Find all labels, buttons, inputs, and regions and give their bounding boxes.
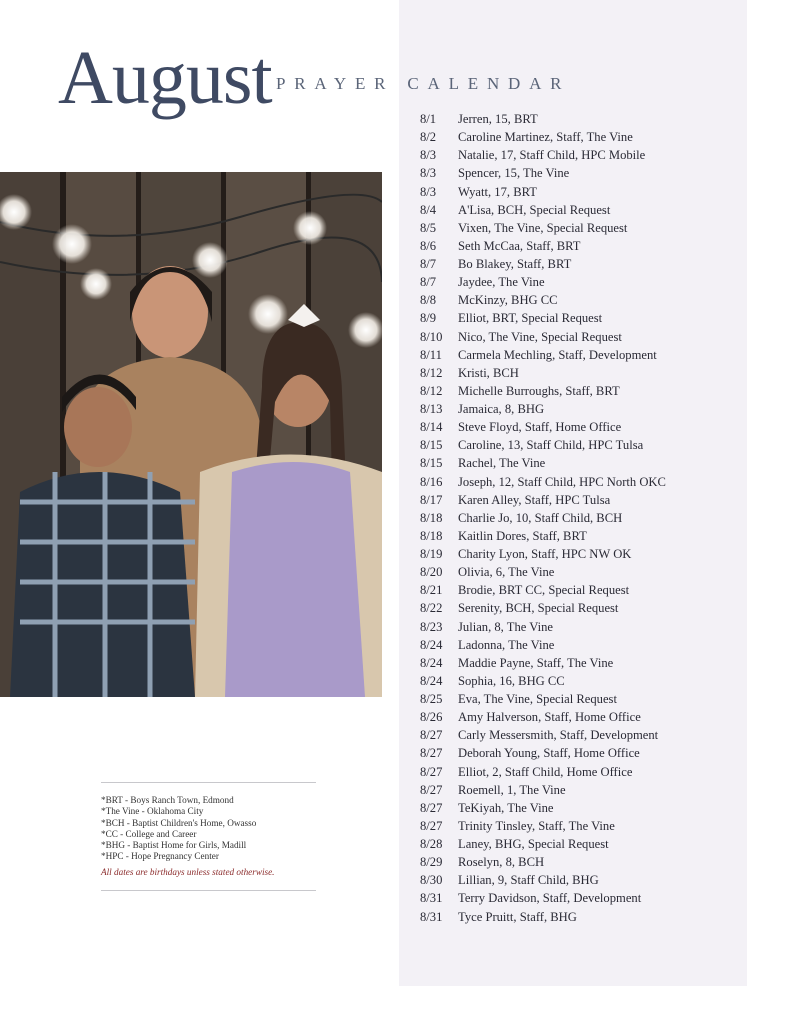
entry-date: 8/10 [420, 329, 443, 344]
list-item [420, 400, 740, 418]
entry-date: 8/22 [420, 601, 443, 616]
list-item [420, 799, 740, 817]
entry-date: 8/15 [420, 456, 443, 471]
entry-date: 8/27 [420, 800, 443, 815]
entry-name: Rachel, The Vine [458, 456, 546, 471]
entry-date: 8/13 [420, 402, 443, 416]
list-item [420, 346, 740, 364]
entry-date: 8/6 [420, 238, 437, 253]
entry-name: Olivia, 6, The Vine [458, 565, 555, 580]
list-item [420, 563, 740, 581]
list-item [420, 708, 740, 726]
entry-name: Steve Floyd, Staff, Home Office [458, 420, 622, 435]
entry-date: 8/21 [420, 583, 443, 598]
list-item [420, 309, 740, 327]
entry-date: 8/16 [420, 474, 443, 489]
list-item [420, 509, 740, 527]
entry-date: 8/4 [420, 202, 437, 217]
entry-name: A'Lisa, BCH, Special Request [458, 202, 611, 217]
entry-date: 8/31 [420, 909, 443, 924]
entry-name: Ladonna, The Vine [458, 637, 555, 652]
entry-name: Deborah Young, Staff, Home Office [458, 746, 640, 761]
list-item [420, 382, 740, 400]
legend-line: *BRT - Boys Ranch Town, Edmond [101, 795, 234, 805]
list-item [420, 726, 740, 744]
list-item [420, 164, 740, 182]
entry-name: Amy Halverson, Staff, Home Office [458, 710, 641, 725]
list-item [420, 291, 740, 309]
list-item [420, 672, 740, 690]
list-item [420, 690, 740, 708]
legend-line: *The Vine - Oklahoma City [101, 806, 204, 817]
list-item [420, 654, 740, 672]
entry-date: 8/9 [420, 311, 437, 326]
list-item [420, 545, 740, 563]
entry-date: 8/1 [420, 112, 437, 126]
list-item [420, 454, 740, 472]
list-item [420, 473, 740, 491]
list-item [420, 781, 740, 799]
entry-name: Sophia, 16, BHG CC [458, 673, 565, 688]
entry-name: Vixen, The Vine, Special Request [458, 220, 628, 235]
entry-name: Julian, 8, The Vine [458, 619, 553, 634]
entry-date: 8/7 [420, 257, 437, 271]
entry-date: 8/29 [420, 855, 443, 870]
entry-name: Bo Blakey, Staff, BRT [458, 257, 572, 271]
entry-name: Natalie, 17, Staff Child, HPC Mobile [458, 148, 646, 163]
list-item [420, 201, 740, 219]
entry-date: 8/26 [420, 710, 443, 725]
entry-name: McKinzy, BHG CC [458, 293, 558, 308]
entry-date: 8/12 [420, 383, 443, 398]
entry-date: 8/18 [420, 510, 443, 525]
entry-name: Terry Davidson, Staff, Development [458, 891, 642, 906]
list-item [420, 110, 740, 128]
entry-name: Roemell, 1, The Vine [458, 782, 566, 797]
list-item [420, 491, 740, 509]
entry-date: 8/3 [420, 166, 437, 181]
entry-date: 8/12 [420, 365, 443, 380]
calendar-subtitle: PRAYER CALENDAR [276, 74, 571, 93]
legend-line: *BHG - Baptist Home for Girls, Madill [101, 840, 247, 851]
entry-date: 8/14 [420, 420, 443, 435]
list-item [420, 219, 740, 237]
list-item [420, 146, 740, 164]
entry-date: 8/7 [420, 275, 437, 290]
legend-line: *BCH - Baptist Children's Home, Owasso [101, 817, 257, 828]
entry-date: 8/24 [420, 673, 443, 688]
entry-name: Spencer, 15, The Vine [458, 166, 570, 181]
entry-date: 8/27 [420, 764, 443, 779]
entry-date: 8/3 [420, 184, 437, 199]
entry-name: Charity Lyon, Staff, HPC NW OK [458, 547, 632, 561]
entry-name: Trinity Tinsley, Staff, The Vine [458, 818, 615, 833]
list-item [420, 618, 740, 636]
list-item [420, 889, 740, 907]
entry-date: 8/15 [420, 438, 443, 453]
entry-name: Maddie Payne, Staff, The Vine [458, 655, 614, 670]
family-photo [0, 172, 382, 697]
entry-name: Jamaica, 8, BHG [458, 402, 545, 416]
entry-date: 8/5 [420, 220, 437, 235]
entry-name: Serenity, BCH, Special Request [458, 601, 619, 616]
entry-date: 8/27 [420, 746, 443, 761]
entry-name: Wyatt, 17, BRT [458, 184, 537, 199]
entry-name: Seth McCaa, Staff, BRT [458, 238, 581, 253]
entry-date: 8/20 [420, 565, 443, 580]
list-item [420, 364, 740, 382]
entry-date: 8/18 [420, 528, 443, 543]
entry-date: 8/27 [420, 818, 443, 833]
entry-name: Eva, The Vine, Special Request [458, 692, 617, 706]
list-item [420, 835, 740, 853]
list-item [420, 237, 740, 255]
list-item [420, 763, 740, 781]
entry-name: Roselyn, 8, BCH [458, 855, 545, 870]
entry-date: 8/30 [420, 873, 443, 888]
prayer-list [420, 110, 740, 926]
entry-date: 8/28 [420, 837, 443, 851]
entry-name: Caroline Martinez, Staff, The Vine [458, 130, 633, 145]
list-item [420, 599, 740, 617]
entry-date: 8/3 [420, 148, 437, 163]
entry-name: Kaitlin Dores, Staff, BRT [458, 528, 587, 543]
entry-date: 8/27 [420, 728, 443, 743]
legend-note: All dates are birthdays unless stated otherwise. [101, 866, 275, 877]
month-title: August [58, 36, 272, 120]
list-item [420, 908, 740, 926]
list-item [420, 273, 740, 291]
list-item [420, 871, 740, 889]
entry-name: Elliot, BRT, Special Request [458, 311, 603, 326]
list-item [420, 853, 740, 871]
list-item [420, 817, 740, 835]
abbreviation-legend [101, 782, 316, 891]
list-item [420, 744, 740, 762]
entry-date: 8/25 [420, 692, 443, 706]
entry-name: Jaydee, The Vine [458, 275, 545, 290]
entry-date: 8/24 [420, 637, 443, 652]
entry-date: 8/24 [420, 655, 443, 670]
list-item [420, 418, 740, 436]
entry-name: Jerren, 15, BRT [458, 112, 538, 126]
legend-line: *CC - College and Career [101, 828, 197, 839]
entry-date: 8/23 [420, 619, 443, 634]
list-item [420, 255, 740, 273]
entry-date: 8/11 [420, 347, 442, 362]
entry-date: 8/27 [420, 782, 443, 797]
entry-name: Michelle Burroughs, Staff, BRT [458, 383, 620, 398]
entry-name: Carly Messersmith, Staff, Development [458, 728, 659, 743]
entry-date: 8/17 [420, 492, 443, 507]
entry-date: 8/2 [420, 130, 437, 145]
list-item [420, 436, 740, 454]
entry-name: Joseph, 12, Staff Child, HPC North OKC [458, 474, 666, 489]
entry-date: 8/8 [420, 293, 437, 308]
entry-name: TeKiyah, The Vine [458, 800, 554, 815]
list-item [420, 328, 740, 346]
entry-name: Nico, The Vine, Special Request [458, 329, 622, 344]
list-item [420, 636, 740, 654]
entry-name: Lillian, 9, Staff Child, BHG [458, 873, 599, 888]
entry-date: 8/31 [420, 891, 443, 906]
entry-name: Laney, BHG, Special Request [458, 837, 609, 851]
entry-name: Charlie Jo, 10, Staff Child, BCH [458, 510, 623, 525]
entry-name: Caroline, 13, Staff Child, HPC Tulsa [458, 438, 644, 453]
list-item [420, 581, 740, 599]
entry-name: Karen Alley, Staff, HPC Tulsa [458, 492, 611, 507]
entry-name: Brodie, BRT CC, Special Request [458, 583, 630, 598]
entry-name: Carmela Mechling, Staff, Development [458, 347, 657, 362]
list-item [420, 183, 740, 201]
entry-name: Elliot, 2, Staff Child, Home Office [458, 764, 633, 779]
entry-name: Tyce Pruitt, Staff, BHG [458, 909, 577, 924]
list-item [420, 128, 740, 146]
entry-date: 8/19 [420, 547, 443, 561]
list-item [420, 527, 740, 545]
entry-name: Kristi, BCH [458, 365, 519, 380]
legend-line: *HPC - Hope Pregnancy Center [101, 851, 219, 862]
